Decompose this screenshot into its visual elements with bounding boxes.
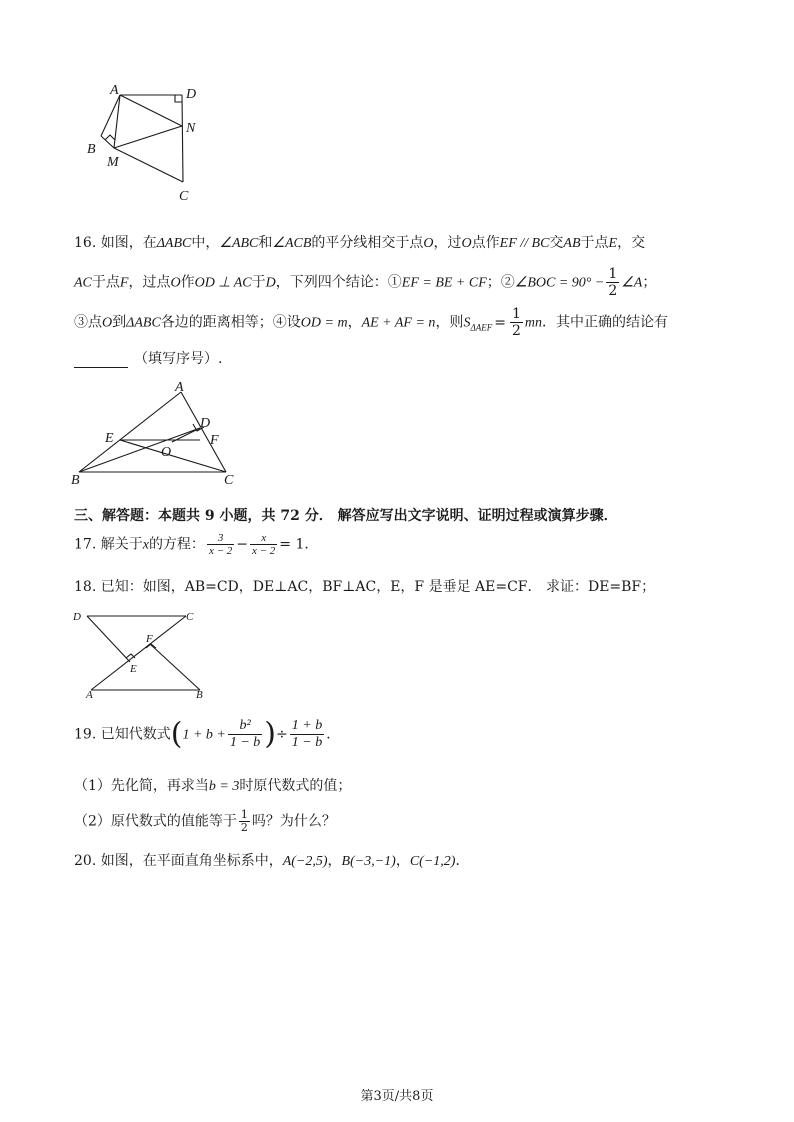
label-f: F bbox=[210, 433, 219, 448]
label-d: D bbox=[73, 611, 81, 623]
q17-fraction-1: $\frac{3}{x - 2}$ bbox=[208, 532, 233, 557]
q16-line3: ③点O到ΔABC各边的距离相等；④设OD = m，AE + AF = n，则$S_{\Delta AEF}$ = $\frac{1}{2}$ mn．其中正确的结论有 bbox=[74, 306, 668, 339]
label-d: D bbox=[200, 416, 211, 431]
label-e: E bbox=[130, 663, 137, 675]
label-c: C bbox=[224, 473, 234, 488]
label-b: B bbox=[87, 142, 96, 157]
q19-part2: （2）原代数式的值能等于 $\frac{1}{2}$ 吗？为什么？ bbox=[74, 808, 336, 834]
q16-line1: 16. 如图，在ΔABC中，∠ABC和∠ACB的平分线相交于点O，过O点作EF // BC交AB于点E，交 bbox=[74, 235, 646, 251]
label-c: C bbox=[186, 611, 194, 623]
q19-part1: （1）先化简，再求当b = 3时原代数式的值； bbox=[74, 778, 352, 794]
label-d: D bbox=[186, 87, 197, 102]
q19-half: $\frac{1}{2}$ bbox=[240, 808, 248, 834]
label-c: C bbox=[179, 189, 189, 204]
q18: 18. 已知：如图，AB=CD，DE⊥AC，BF⊥AC，E，F 是垂足 AE=CF． 求证：DE=BF； bbox=[74, 579, 656, 595]
label-f: F bbox=[146, 633, 153, 645]
q19-fraction-b2: $\frac{\text{b²}}{1 - b}$ bbox=[229, 718, 261, 750]
answer-blank[interactable] bbox=[74, 353, 128, 368]
label-e: E bbox=[105, 431, 114, 446]
figure-18-parallelogram bbox=[70, 604, 210, 700]
label-b: B bbox=[196, 689, 203, 700]
q19-fraction-divisor: $\frac{1 + b}{1 - b}$ bbox=[291, 718, 323, 750]
page-footer: 第3页/共8页 bbox=[360, 1089, 434, 1104]
half-fraction: $\frac{1}{2}$ bbox=[608, 266, 618, 299]
q20: 20. 如图，在平面直角坐标系中，A(−2,5)，B(−3,−1)，C(−1,2)． bbox=[74, 853, 470, 869]
label-b: B bbox=[71, 473, 80, 488]
q19: 19. 已知代数式(1 + b + $\frac{\text{b²}}{1 - b}$ )÷ $\frac{1 + b}{1 - b}$ ． bbox=[74, 716, 341, 752]
q16-line4: （填写序号）. bbox=[74, 350, 222, 368]
figure-16-triangle bbox=[68, 380, 248, 488]
label-n: N bbox=[186, 121, 196, 136]
label-a: A bbox=[86, 689, 93, 700]
label-m: M bbox=[107, 155, 119, 170]
label-o: O bbox=[161, 445, 172, 460]
q16-line2: AC于点F，过点O作OD ⊥ AC于D，下列四个结论：①EF = BE + CF；②∠BOC = 90° − $\frac{1}{2}$ ∠A； bbox=[74, 266, 657, 299]
label-a: A bbox=[110, 83, 119, 98]
q17-fraction-2: $\frac{x}{x - 2}$ bbox=[251, 532, 276, 557]
section-3-heading: 三、解答题：本题共 9 小题，共 72 分． 解答应写出文字说明、证明过程或演算步骤． bbox=[74, 508, 618, 524]
q17: 17. 解关于x的方程： $\frac{3}{x - 2}$ − $\frac{x}{x - 2}$ = 1． bbox=[74, 532, 319, 557]
figure-top-quadrilateral bbox=[82, 82, 212, 207]
label-a: A bbox=[175, 380, 184, 395]
half-fraction-2: $\frac{1}{2}$ bbox=[511, 306, 521, 339]
